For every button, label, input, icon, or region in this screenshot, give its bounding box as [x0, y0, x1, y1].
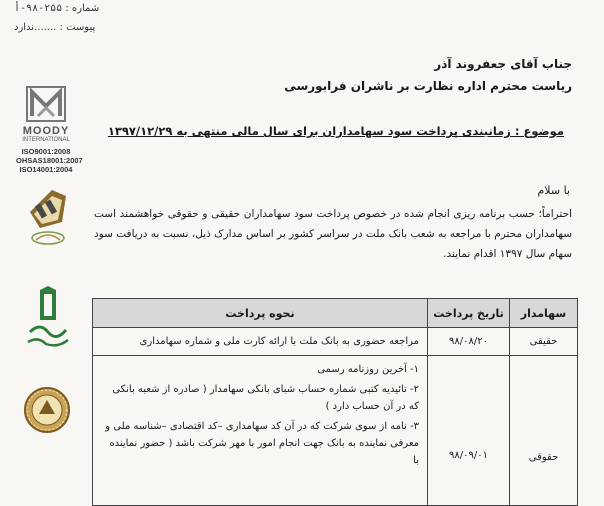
- list-item: ۲- تائیدیه کتبی شماره حساب شبای بانکی سهامدار ( صادره از شعبه بانکی که در آن حساب دارد ): [112, 384, 419, 412]
- round-seal-logo-icon: [22, 386, 72, 434]
- award-emblem-icon: [22, 182, 72, 248]
- number-value: ۲۵۵-۹۸-أ: [14, 3, 63, 14]
- payment-date: ۹۸/۰۸/۲۰: [428, 328, 510, 356]
- addressee-name: جناب آقای جعفروند آذر: [434, 57, 572, 71]
- body-paragraph: احتراماً؛ حسب برنامه ریزی انجام شده در خصوص پرداخت سود سهامداران حقیقی و حقوقی خواهشمند است سهامداران محترم با مراجعه به شعب بانک ملت در سراسر کشور بر اساس مدارک ذیل، نسبت به دریافت سود سهام سال ۱۳۹۷ اقدام نمایند.: [94, 208, 572, 260]
- greeting: با سلام: [537, 184, 570, 197]
- iso-line-2: OHSAS18001:2007: [16, 156, 83, 165]
- attachment-label: پیوست :: [59, 22, 96, 33]
- addressee-title: ریاست محترم اداره نظارت بر ناشران فرابورسی: [284, 79, 572, 93]
- moody-wordmark: MOODY: [22, 125, 70, 137]
- letter-attachment: [14, 22, 95, 33]
- payment-date: ۹۸/۰۹/۰۱: [428, 356, 510, 506]
- moody-emblem-icon: [26, 86, 66, 122]
- iso-line-1: ISO9001:2008: [21, 147, 71, 156]
- header-payment-method: نحوه پرداخت: [93, 299, 428, 328]
- moody-subtitle: INTERNATIONAL: [22, 137, 70, 143]
- attachment-value: .......ندارد: [14, 22, 57, 33]
- header-shareholder: سهامدار: [510, 299, 578, 328]
- number-label: شماره :: [65, 3, 100, 14]
- subject-line: موضوع : زمانبندی پرداخت سود سهامداران برای سال مالی منتهی به ۱۳۹۷/۱۲/۲۹: [107, 124, 564, 138]
- table-row: [93, 328, 578, 356]
- list-item: ۳- نامه از سوی شرکت که در آن کد سهامداری –کد اقتصادی –شناسه ملی و معرفی نماینده به بانک جهت انجام امور با مهر شرکت باشد ( حضور نماینده با: [105, 421, 419, 466]
- payment-method: مراجعه حضوری به بانک ملت با ارائه کارت ملی و شماره سهامداری: [93, 328, 428, 356]
- table-row: [93, 356, 578, 506]
- letter-number: [14, 3, 99, 14]
- table-header-row: [93, 299, 578, 328]
- payment-method-list: [93, 356, 428, 506]
- shareholder-type: حقیقی: [510, 328, 578, 356]
- payment-schedule-table: [92, 298, 578, 506]
- quality-award-logo-icon: [24, 286, 72, 350]
- shareholder-type: حقوقی: [510, 356, 578, 506]
- moody-certification-logo: [16, 86, 83, 174]
- header-payment-date: تاریخ پرداخت: [428, 299, 510, 328]
- iso-line-3: ISO14001:2004: [19, 165, 73, 174]
- list-item: ۱- آخرین روزنامه رسمی: [317, 364, 419, 375]
